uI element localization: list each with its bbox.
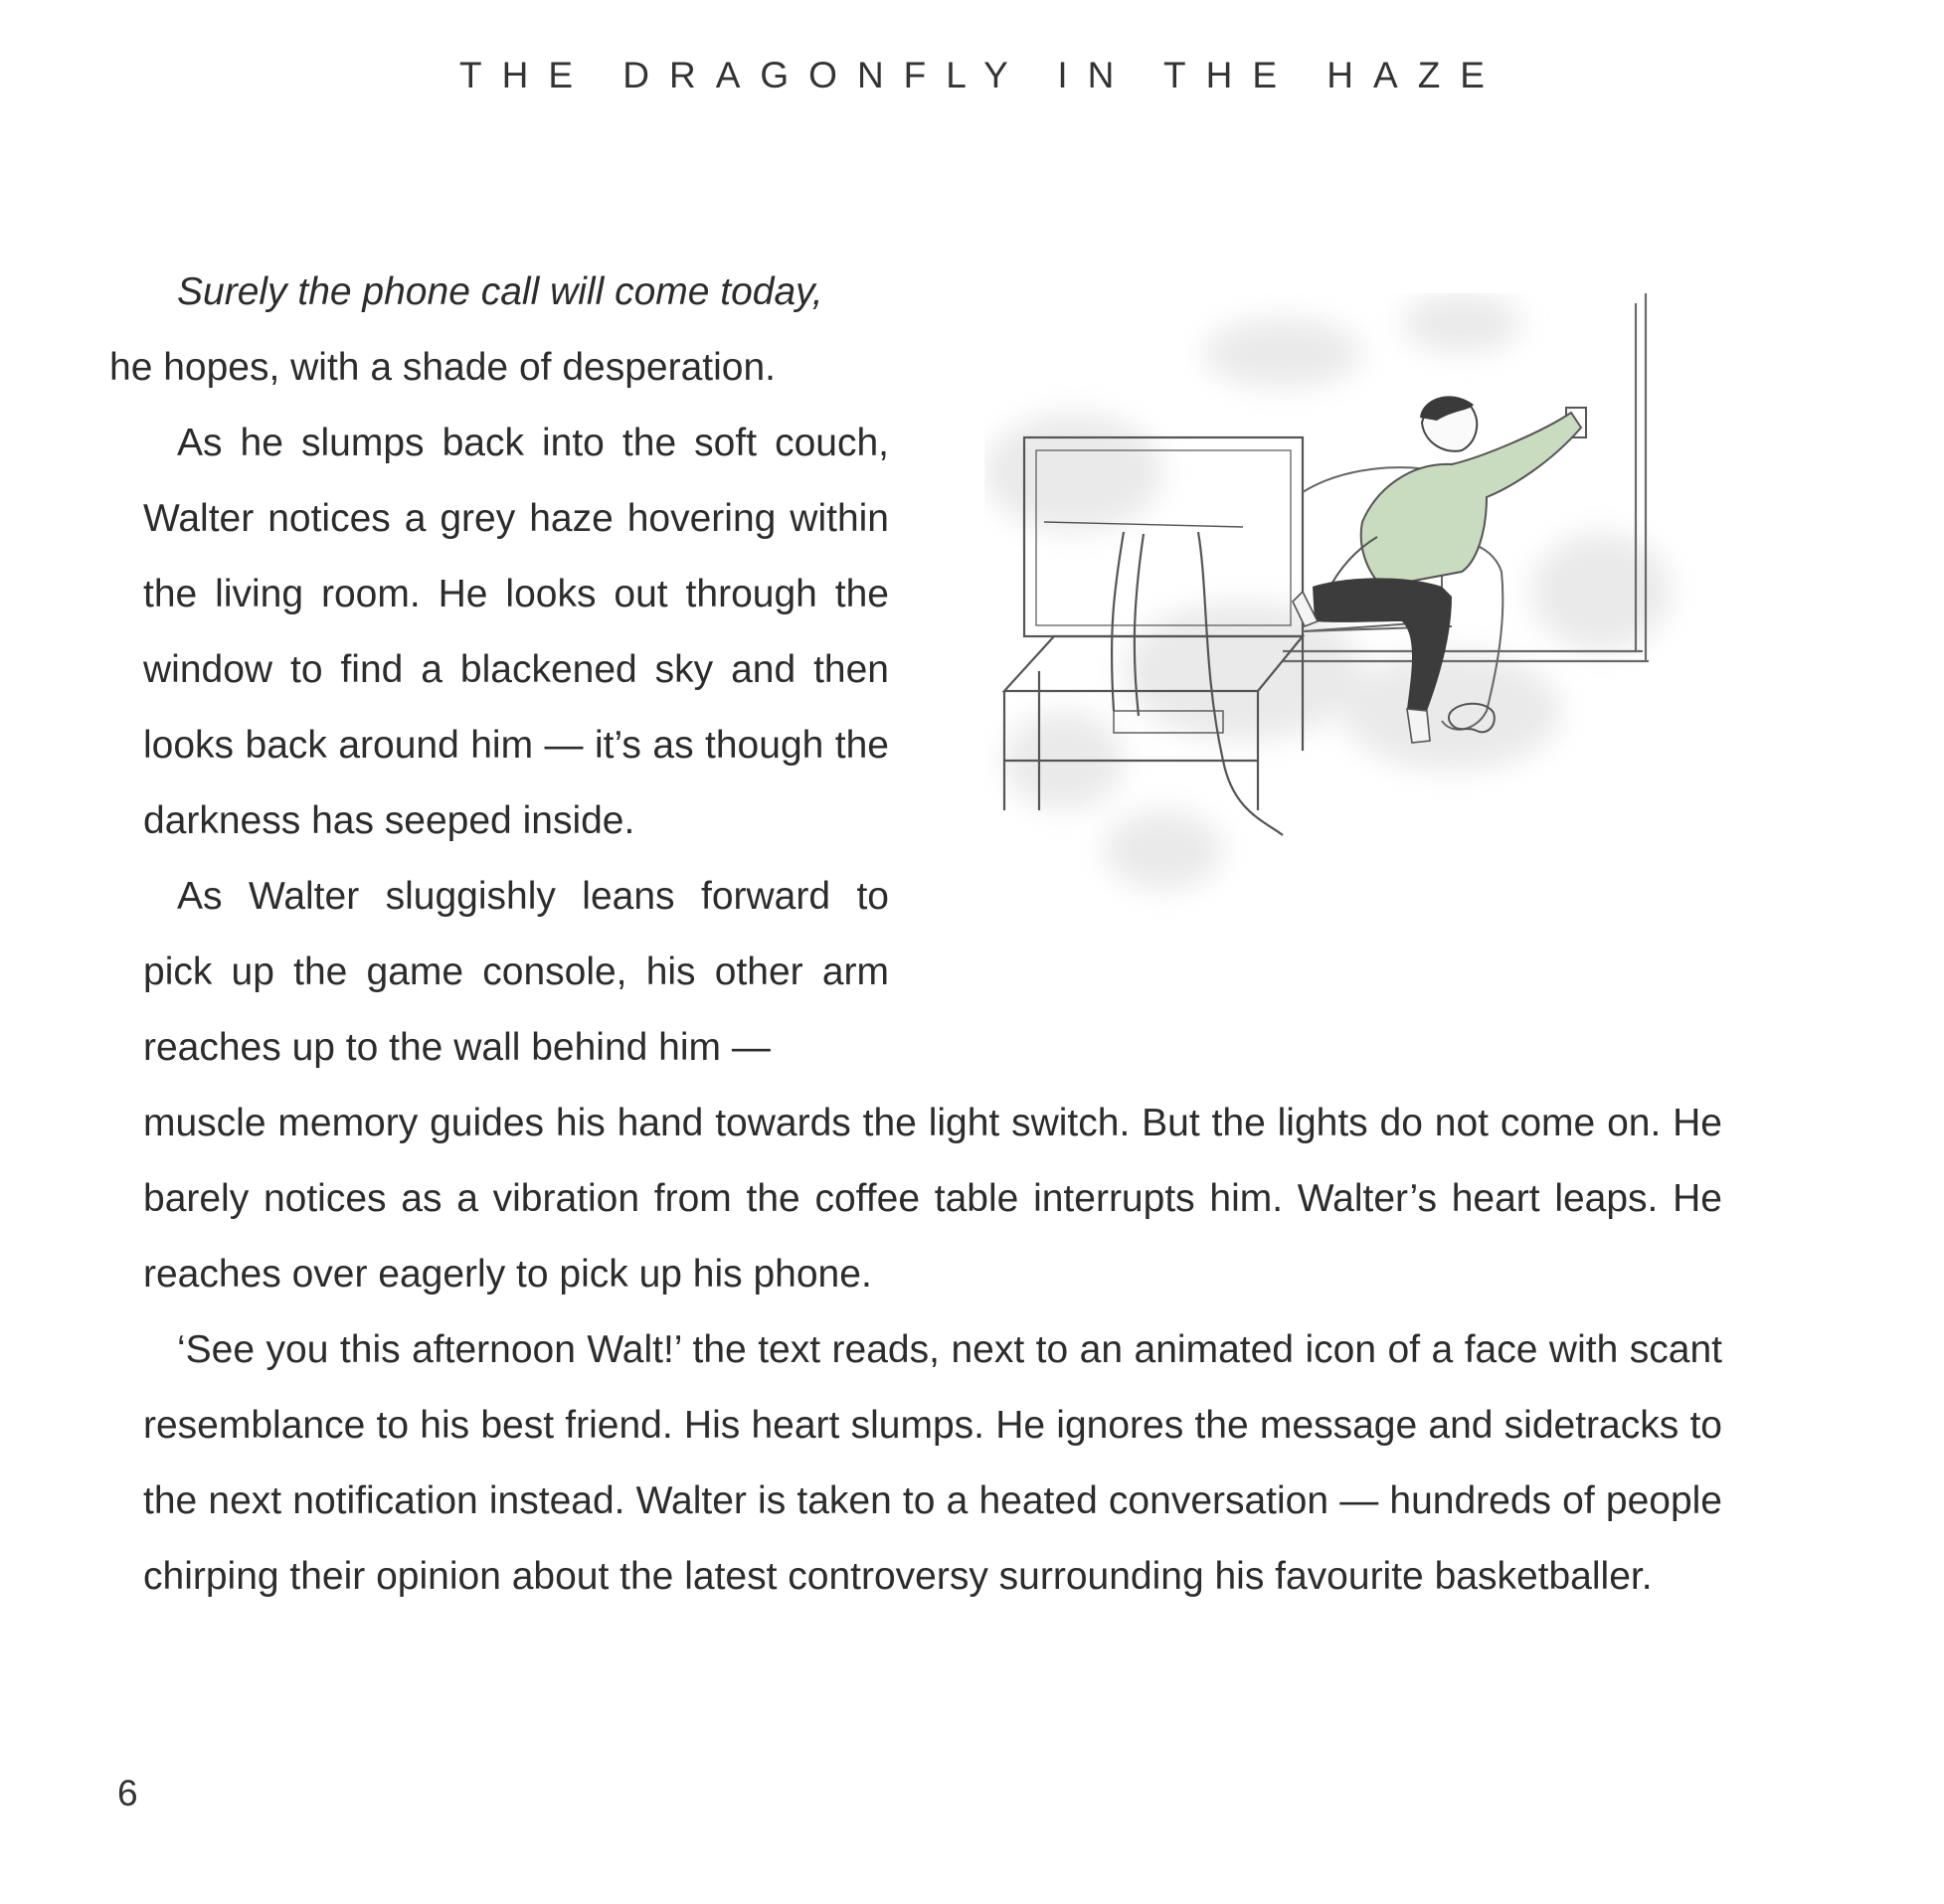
paragraph-1 <box>109 255 889 406</box>
paragraph-3: As Walter sluggishly leans forward to pick up the game console, his other arm reaches up to the wall behind him — <box>143 875 889 1069</box>
page-number: 6 <box>117 1773 138 1814</box>
narrow-text-column <box>109 255 889 1086</box>
paragraph-1-rest: he hopes, with a shade of desperation. <box>109 346 776 389</box>
paragraph-3-continued: muscle memory guides his hand towards the light switch. But the lights do not come on. He barely notices as a vibration from the coffee table interrupts him. Walter’s heart leaps. He reaches over eagerly to pick up his phone. <box>143 1102 1722 1296</box>
wide-text-column <box>143 1086 1722 1615</box>
paragraph-2: As he slumps back into the soft couch, Walter notices a grey haze hovering within the living room. He looks out through the window to find a blackened sky and then looks back around him — it’s as though the darkness has seeped inside. <box>143 422 889 842</box>
living-room-sketch-icon <box>984 293 1720 950</box>
running-head: THE DRAGONFLY IN THE HAZE <box>459 55 1504 95</box>
paragraph-4: ‘See you this afternoon Walt!’ the text reads, next to an animated icon of a face with scant resemblance to his best friend. His heart slumps. He ignores the message and sidetracks to the next notification instead. Walter is taken to a heated conversation — hundreds of people chirping their opinion about the latest controversy surrounding his favourite basketballer. <box>143 1328 1722 1598</box>
italic-thought: Surely the phone call will come today, <box>177 270 823 313</box>
